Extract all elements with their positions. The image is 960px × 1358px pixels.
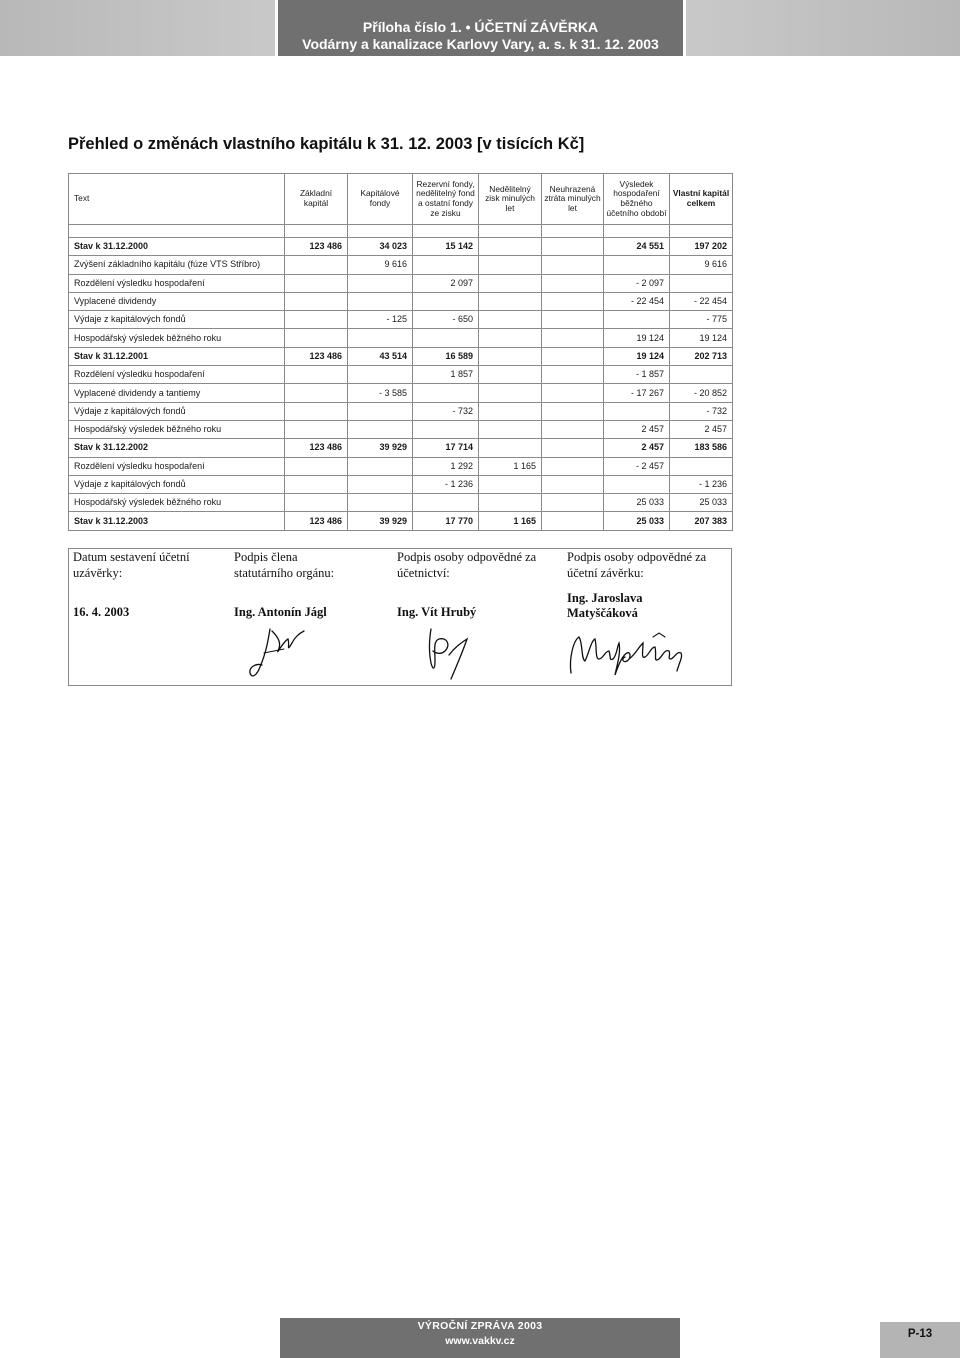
table-cell: - 650 xyxy=(413,311,479,329)
signature-block xyxy=(68,548,732,686)
page-header xyxy=(0,0,960,56)
signature-member-image xyxy=(248,623,308,681)
column-header-kapitalove-fondy: Kapitálové fondy xyxy=(348,174,413,225)
table-row-balance xyxy=(69,347,733,365)
table-cell xyxy=(285,292,348,310)
table-cell: - 3 585 xyxy=(348,384,413,402)
spacer-cell xyxy=(542,225,604,238)
spacer-cell xyxy=(670,225,733,238)
table-row xyxy=(69,384,733,402)
table-cell xyxy=(413,420,479,438)
footer-website: www.vakkv.cz xyxy=(445,1335,515,1347)
row-label: Zvýšení základního kapitálu (fúze VTS Stříbro) xyxy=(69,256,285,274)
table-cell xyxy=(479,329,542,347)
table-cell: - 17 267 xyxy=(604,384,670,402)
table-cell xyxy=(479,439,542,457)
signature-column-member xyxy=(230,549,392,685)
table-cell xyxy=(413,384,479,402)
table-cell: 1 165 xyxy=(479,512,542,530)
table-cell: 123 486 xyxy=(285,347,348,365)
table-cell xyxy=(348,494,413,512)
row-label: Vyplacené dividendy a tantiemy xyxy=(69,384,285,402)
signature-column-accounting xyxy=(393,549,562,685)
table-cell xyxy=(670,457,733,475)
table-cell: 17 714 xyxy=(413,439,479,457)
spacer-cell xyxy=(604,225,670,238)
table-row xyxy=(69,402,733,420)
table-cell xyxy=(542,402,604,420)
table-cell: - 125 xyxy=(348,311,413,329)
table-cell xyxy=(285,274,348,292)
table-cell: 25 033 xyxy=(670,494,733,512)
table-cell xyxy=(479,494,542,512)
table-row xyxy=(69,420,733,438)
row-label: Rozdělení výsledku hospodaření xyxy=(69,366,285,384)
member-name: Ing. Antonín Jágl xyxy=(234,605,327,619)
table-cell xyxy=(479,402,542,420)
table-cell xyxy=(479,292,542,310)
member-label: Podpis člena statutárního orgánu: xyxy=(234,550,335,580)
table-cell xyxy=(285,329,348,347)
table-cell xyxy=(670,274,733,292)
table-cell: 1 857 xyxy=(413,366,479,384)
table-row xyxy=(69,274,733,292)
table-cell xyxy=(479,420,542,438)
row-label: Stav k 31.12.2002 xyxy=(69,439,285,457)
table-cell xyxy=(348,366,413,384)
table-cell xyxy=(542,494,604,512)
footer-report-title: VÝROČNÍ ZPRÁVA 2003 xyxy=(417,1320,543,1332)
statement-name: Ing. Jaroslava Matyščáková xyxy=(567,591,643,620)
table-row xyxy=(69,366,733,384)
table-cell: 16 589 xyxy=(413,347,479,365)
table-cell: 2 097 xyxy=(413,274,479,292)
table-cell xyxy=(285,366,348,384)
table-cell xyxy=(542,292,604,310)
column-header-vlastni-kapital-celkem: Vlastní kapitál celkem xyxy=(670,174,733,225)
table-cell: 34 023 xyxy=(348,238,413,256)
table-cell: - 20 852 xyxy=(670,384,733,402)
table-cell: 1 165 xyxy=(479,457,542,475)
table-row xyxy=(69,494,733,512)
table-cell: 2 457 xyxy=(604,420,670,438)
row-label: Rozdělení výsledku hospodaření xyxy=(69,457,285,475)
table-cell xyxy=(479,347,542,365)
header-subtitle: Vodárny a kanalizace Karlovy Vary, a. s. k 31. 12. 2003 xyxy=(302,36,659,52)
table-cell xyxy=(285,256,348,274)
table-row-balance xyxy=(69,439,733,457)
table-cell xyxy=(348,402,413,420)
table-cell: 25 033 xyxy=(604,512,670,530)
row-label: Výdaje z kapitálových fondů xyxy=(69,311,285,329)
date-value: 16. 4. 2003 xyxy=(73,605,130,619)
table-cell: 1 292 xyxy=(413,457,479,475)
table-cell: 2 457 xyxy=(670,420,733,438)
date-label: Datum sestavení účetní uzávěrky: xyxy=(73,550,190,580)
table-row xyxy=(69,475,733,493)
table-cell xyxy=(542,347,604,365)
row-label: Stav k 31.12.2003 xyxy=(69,512,285,530)
table-cell xyxy=(413,292,479,310)
table-cell xyxy=(413,329,479,347)
table-row xyxy=(69,256,733,274)
table-cell xyxy=(542,329,604,347)
table-cell xyxy=(542,384,604,402)
column-header-neuhrazena-ztrata: Neuhrazená ztráta minulých let xyxy=(542,174,604,225)
table-cell: 183 586 xyxy=(670,439,733,457)
table-cell xyxy=(542,512,604,530)
table-cell xyxy=(285,494,348,512)
table-cell xyxy=(542,311,604,329)
table-cell: 202 713 xyxy=(670,347,733,365)
column-header-text: Text xyxy=(69,174,285,225)
table-cell xyxy=(542,238,604,256)
table-cell: 123 486 xyxy=(285,439,348,457)
equity-changes-table xyxy=(68,173,733,531)
row-label: Stav k 31.12.2001 xyxy=(69,347,285,365)
spacer-cell xyxy=(69,225,285,238)
table-cell xyxy=(479,366,542,384)
table-row xyxy=(69,457,733,475)
table-cell: - 22 454 xyxy=(604,292,670,310)
table-cell xyxy=(285,475,348,493)
table-cell: 123 486 xyxy=(285,238,348,256)
spacer-cell xyxy=(348,225,413,238)
table-cell: - 1 236 xyxy=(413,475,479,493)
table-cell xyxy=(542,366,604,384)
table-row xyxy=(69,311,733,329)
table-cell xyxy=(479,384,542,402)
table-body xyxy=(69,238,733,531)
accounting-name: Ing. Vít Hrubý xyxy=(397,605,477,619)
table-cell xyxy=(348,274,413,292)
table-cell xyxy=(604,311,670,329)
table-cell: 2 457 xyxy=(604,439,670,457)
table-cell xyxy=(542,420,604,438)
row-label: Hospodářský výsledek běžného roku xyxy=(69,494,285,512)
table-cell: 24 551 xyxy=(604,238,670,256)
table-cell xyxy=(479,274,542,292)
table-cell: 197 202 xyxy=(670,238,733,256)
table-row-balance xyxy=(69,238,733,256)
header-divider xyxy=(683,0,686,56)
row-label: Výdaje z kapitálových fondů xyxy=(69,402,285,420)
signature-column-statement xyxy=(563,549,731,685)
table-cell xyxy=(604,475,670,493)
column-header-rezervni-fondy: Rezervní fondy, nedělitelný fond a ostatní fondy ze zisku xyxy=(413,174,479,225)
column-header-nedelitelny-zisk: Nedělitelný zisk minulých let xyxy=(479,174,542,225)
table-cell xyxy=(413,494,479,512)
row-label: Výdaje z kapitálových fondů xyxy=(69,475,285,493)
table-cell: - 1 236 xyxy=(670,475,733,493)
table-cell xyxy=(348,420,413,438)
row-label: Vyplacené dividendy xyxy=(69,292,285,310)
table-cell: 39 929 xyxy=(348,439,413,457)
table-cell xyxy=(348,475,413,493)
table-cell: 15 142 xyxy=(413,238,479,256)
table-row xyxy=(69,292,733,310)
table-cell xyxy=(604,402,670,420)
table-cell: 19 124 xyxy=(604,347,670,365)
signature-accounting-image xyxy=(421,621,481,683)
table-cell xyxy=(542,475,604,493)
table-cell xyxy=(285,384,348,402)
statement-label: Podpis osoby odpovědné za účetní závěrku: xyxy=(567,550,707,580)
table-cell xyxy=(348,457,413,475)
table-row-balance xyxy=(69,512,733,530)
table-cell: 19 124 xyxy=(670,329,733,347)
spacer-cell xyxy=(413,225,479,238)
header-band-right xyxy=(683,0,960,56)
table-cell xyxy=(479,238,542,256)
header-title: Příloha číslo 1. • ÚČETNÍ ZÁVĚRKA xyxy=(362,19,599,35)
table-cell: - 1 857 xyxy=(604,366,670,384)
table-row xyxy=(69,329,733,347)
row-label: Hospodářský výsledek běžného roku xyxy=(69,420,285,438)
table-cell: - 2 097 xyxy=(604,274,670,292)
table-cell: 17 770 xyxy=(413,512,479,530)
table-cell: 9 616 xyxy=(670,256,733,274)
table-cell xyxy=(670,366,733,384)
table-cell xyxy=(348,329,413,347)
row-label: Stav k 31.12.2000 xyxy=(69,238,285,256)
table-cell: 25 033 xyxy=(604,494,670,512)
table-cell xyxy=(542,457,604,475)
table-header-row xyxy=(69,174,733,225)
table-cell xyxy=(479,311,542,329)
table-cell: 43 514 xyxy=(348,347,413,365)
spacer-cell xyxy=(285,225,348,238)
row-label: Rozdělení výsledku hospodaření xyxy=(69,274,285,292)
table-cell: 9 616 xyxy=(348,256,413,274)
table-cell: 123 486 xyxy=(285,512,348,530)
accounting-label: Podpis osoby odpovědné za účetnictví: xyxy=(397,550,537,580)
table-cell xyxy=(413,256,479,274)
table-cell xyxy=(542,439,604,457)
header-band-left xyxy=(0,0,278,56)
row-label: Hospodářský výsledek běžného roku xyxy=(69,329,285,347)
table-cell xyxy=(542,274,604,292)
column-header-zakladni-kapital: Základní kapitál xyxy=(285,174,348,225)
table-cell xyxy=(479,256,542,274)
signature-statement-image xyxy=(565,629,691,681)
table-cell: 207 383 xyxy=(670,512,733,530)
spacer-cell xyxy=(479,225,542,238)
signature-column-date xyxy=(69,549,229,685)
table-cell xyxy=(542,256,604,274)
table-cell: 19 124 xyxy=(604,329,670,347)
table-cell xyxy=(285,420,348,438)
table-cell: - 775 xyxy=(670,311,733,329)
table-spacer-row xyxy=(69,225,733,238)
table-cell xyxy=(348,292,413,310)
table-cell: - 732 xyxy=(413,402,479,420)
table-cell: - 732 xyxy=(670,402,733,420)
table-cell xyxy=(604,256,670,274)
table-cell: 39 929 xyxy=(348,512,413,530)
table-cell: - 2 457 xyxy=(604,457,670,475)
table-cell xyxy=(479,475,542,493)
table-cell: - 22 454 xyxy=(670,292,733,310)
table-cell xyxy=(285,311,348,329)
table-cell xyxy=(285,402,348,420)
column-header-vysledek-hospodareni: Výsledek hospodaření běžného účetního období xyxy=(604,174,670,225)
table-cell xyxy=(285,457,348,475)
page-title: Přehled o změnách vlastního kapitálu k 31. 12. 2003 [v tisících Kč] xyxy=(68,135,585,153)
page-number: P-13 xyxy=(907,1328,933,1340)
